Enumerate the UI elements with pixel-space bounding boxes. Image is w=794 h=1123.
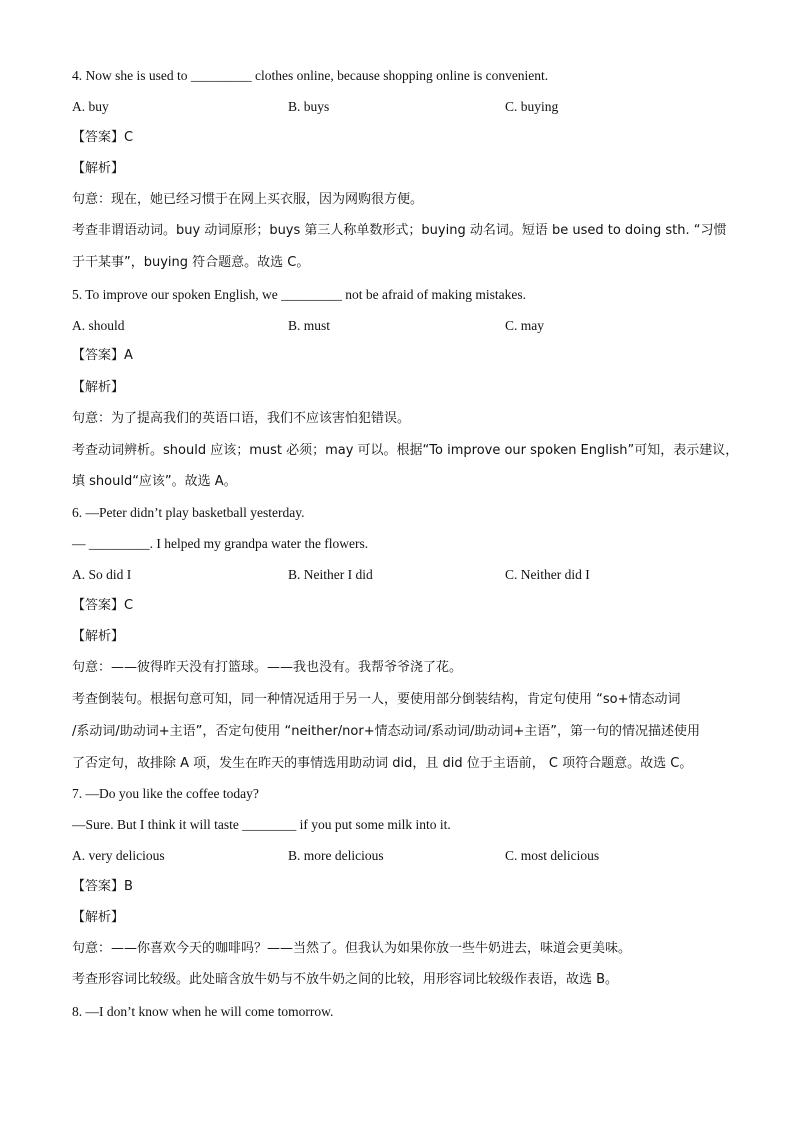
- question-6-option-c: C. Neither did I: [505, 567, 590, 582]
- question-6-explanation-line-3: 了否定句，故排除 A 项，发生在昨天的事情选用助动词 did，且 did 位于主语前， C 项符合题意。故选 C。: [72, 756, 693, 771]
- question-7-stem-line-1: 7. —Do you like the coffee today?: [72, 786, 259, 801]
- question-8-stem: 8. —I don’t know when he will come tomorrow.: [72, 1004, 334, 1019]
- question-7-translation: 句意：——你喜欢今天的咖啡吗？——当然了。但我认为如果你放一些牛奶进去，味道会更美味。: [72, 941, 632, 956]
- question-4-option-b: B. buys: [288, 99, 330, 114]
- question-5-answer: 【答案】A: [72, 348, 133, 363]
- question-4-explanation-line-1: 考查非谓语动词。buy 动词原形；buys 第三人称单数形式；buying 动名词。短语 be used to doing sth. “习惯: [72, 223, 727, 238]
- question-4-option-a: A. buy: [72, 99, 109, 114]
- question-5-stem: 5. To improve our spoken English, we _________ not be afraid of making mistakes.: [72, 287, 526, 302]
- question-5-analysis-label: 【解析】: [72, 380, 125, 395]
- question-5-option-b: B. must: [288, 318, 331, 333]
- question-5-translation: 句意：为了提高我们的英语口语，我们不应该害怕犯错误。: [72, 411, 411, 426]
- question-5-explanation-line-1: 考查动词辨析。should 应该；must 必须；may 可以。根据“To improve our spoken English”可知，表示建议，: [72, 443, 739, 458]
- question-6-stem-line-2: — _________. I helped my grandpa water the flowers.: [72, 536, 369, 551]
- question-6-analysis-label: 【解析】: [72, 629, 125, 644]
- question-7-option-c: C. most delicious: [505, 848, 600, 863]
- question-4-translation: 句意：现在，她已经习惯于在网上买衣服，因为网购很方便。: [72, 192, 424, 207]
- question-7-analysis-label: 【解析】: [72, 910, 125, 925]
- question-6-explanation-line-2: /系动词/助动词+主语”，否定句使用 “neither/nor+情态动词/系动词/助动词+主语”，第一句的情况描述使用: [72, 724, 700, 739]
- question-4-stem: 4. Now she is used to _________ clothes online, because shopping online is convenient.: [72, 68, 549, 83]
- question-7-option-b: B. more delicious: [288, 848, 384, 863]
- question-4-explanation-line-2: 于干某事”，buying 符合题意。故选 C。: [72, 255, 310, 270]
- question-7-explanation-line-1: 考查形容词比较级。此处暗含放牛奶与不放牛奶之间的比较，用形容词比较级作表语，故选 B。: [72, 972, 619, 987]
- question-6-explanation-line-1: 考查倒装句。根据句意可知，同一种情况适用于另一人，要使用部分倒装结构，肯定句使用 “so+情态动词: [72, 692, 681, 707]
- question-4-analysis-label: 【解析】: [72, 161, 125, 176]
- question-7-answer: 【答案】B: [72, 879, 133, 894]
- question-5-option-c: C. may: [505, 318, 544, 333]
- question-6-option-a: A. So did I: [72, 567, 132, 582]
- question-7-option-a: A. very delicious: [72, 848, 165, 863]
- question-5-explanation-line-2: 填 should“应该”。故选 A。: [72, 474, 237, 489]
- question-6-answer: 【答案】C: [72, 598, 134, 613]
- question-6-translation: 句意：——彼得昨天没有打篮球。——我也没有。我帮爷爷浇了花。: [72, 660, 463, 675]
- question-7-stem-line-2: —Sure. But I think it will taste ________ if you put some milk into it.: [72, 817, 451, 832]
- question-6-option-b: B. Neither I did: [288, 567, 373, 582]
- question-4-answer: 【答案】C: [72, 130, 134, 145]
- question-4-option-c: C. buying: [505, 99, 559, 114]
- question-6-stem-line-1: 6. —Peter didn’t play basketball yesterday.: [72, 505, 305, 520]
- question-5-option-a: A. should: [72, 318, 125, 333]
